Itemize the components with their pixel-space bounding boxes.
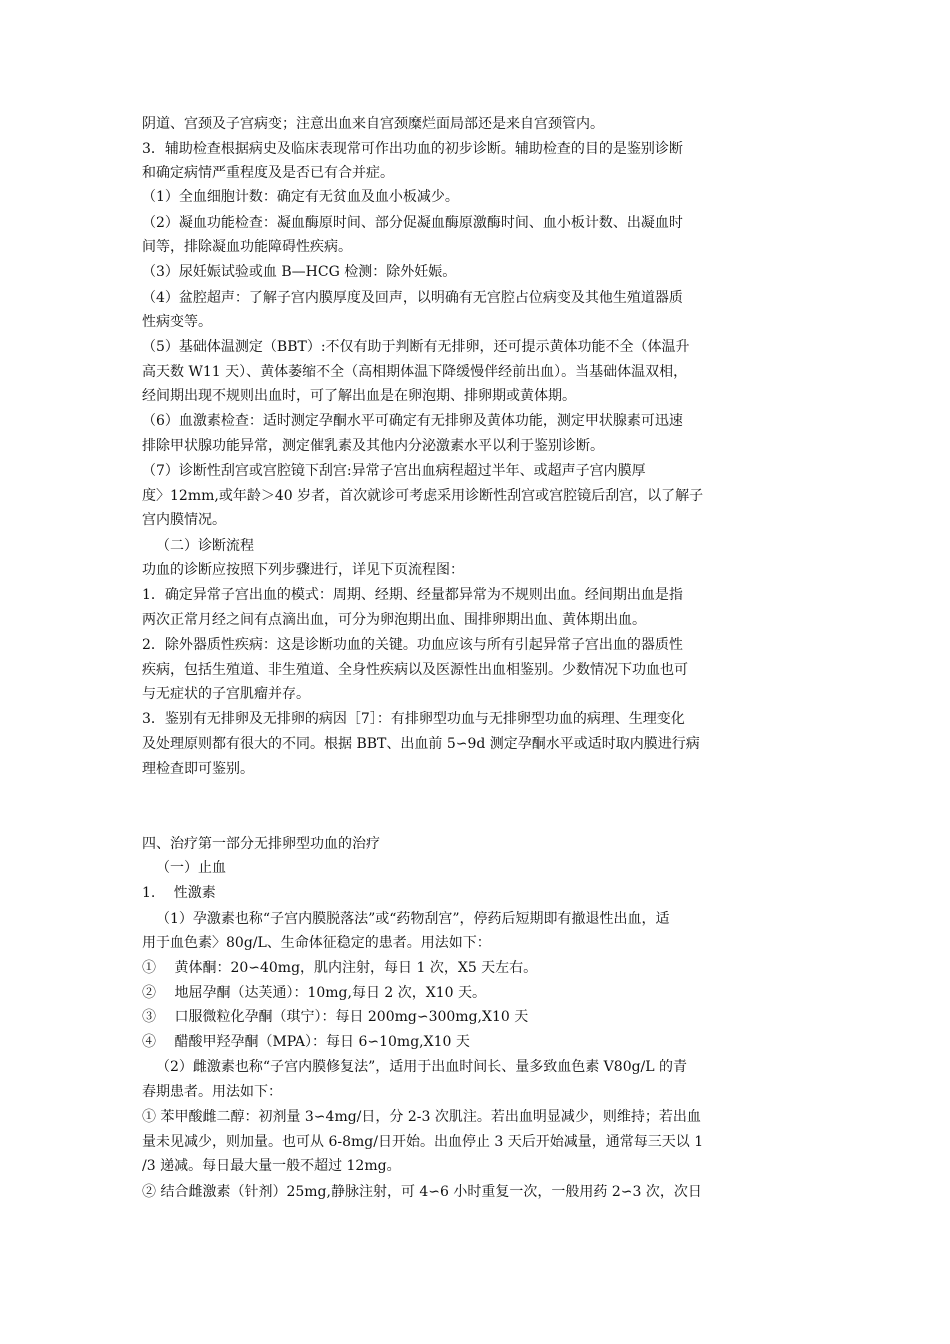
text-line: （4）盆腔超声：了解子宫内膜厚度及回声，以明确有无宫腔占位病变及其他生殖道器质 xyxy=(142,290,683,306)
text-line: 经间期出现不规则出血时，可了解出血是在卵泡期、排卵期或黄体期。 xyxy=(142,388,576,404)
text-line: 两次正常月经之间有点滴出血，可分为卵泡期出血、围排卵期出血、黄体期出血。 xyxy=(142,612,646,628)
text-line: /3 递减。每日最大量一般不超过 12mg。 xyxy=(142,1158,401,1174)
text-line: （3）尿妊娠试验或血 B—HCG 检测：除外妊娠。 xyxy=(142,264,457,280)
text-line: 量未见减少，则加量。也可从 6-8mg/日开始。出血停止 3 天后开始减量，通常每三天以 1 xyxy=(142,1134,704,1150)
text-line: 用于血色素〉80g/L、生命体征稳定的患者。用法如下： xyxy=(142,935,491,951)
text-line: 1. 性激素 xyxy=(142,885,216,901)
text-line: 宫内膜情况。 xyxy=(142,512,226,528)
text-line: 疾病，包括生殖道、非生殖道、全身性疾病以及医源性出血相鉴别。少数情况下功血也可 xyxy=(142,662,688,678)
text-line: 和确定病情严重程度及是否已有合并症。 xyxy=(142,165,394,181)
text-line: 春期患者。用法如下： xyxy=(142,1084,282,1100)
text-line: 度〉12mm,或年龄＞40 岁者，首次就诊可考虑采用诊断性刮宫或宫腔镜后刮宫，以了解子 xyxy=(142,488,704,504)
text-line: 1．确定异常子宫出血的模式：周期、经期、经量都异常为不规则出血。经间期出血是指 xyxy=(142,587,683,603)
text-line: 间等，排除凝血功能障碍性疾病。 xyxy=(142,239,352,255)
text-line: 及处理原则都有很大的不同。根据 BBT、出血前 5∽9d 测定孕酮水平或适时取内膜进行病 xyxy=(142,736,700,752)
text-line: 2．除外器质性疾病：这是诊断功血的关键。功血应该与所有引起异常子宫出血的器质性 xyxy=(142,637,683,653)
text-line: 阴道、宫颈及子宫病变；注意出血来自宫颈糜烂面局部还是来自宫颈管内。 xyxy=(142,116,604,132)
text-line: 性病变等。 xyxy=(142,314,212,330)
text-line: 功血的诊断应按照下列步骤进行，详见下页流程图： xyxy=(142,562,464,578)
text-line: 理检查即可鉴别。 xyxy=(142,761,254,777)
text-line: 3．鉴别有无排卵及无排卵的病因［7］：有排卵型功血与无排卵型功血的病理、生理变化 xyxy=(142,711,685,727)
text-line: （7）诊断性刮宫或宫腔镜下刮宫:异常子宫出血病程超过半年、或超声子宫内膜厚 xyxy=(142,463,646,479)
list-item: ① 苯甲酸雌二醇：初剂量 3∽4mg/日，分 2-3 次肌注。若出血明显减少，则维持；若出血 xyxy=(142,1109,701,1125)
text-line: （1）全血细胞计数：确定有无贫血及血小板减少。 xyxy=(142,189,459,205)
text-line: （1）孕激素也称“子宫内膜脱落法”或“药物刮宫”，停药后短期即有撤退性出血，适 xyxy=(156,911,670,927)
list-item: ② 地屈孕酮（达芙通）：10mg,每日 2 次，X10 天。 xyxy=(142,985,486,1001)
list-item: ② 结合雌激素（针剂）25mg,静脉注射，可 4∽6 小时重复一次，一般用药 2∽3 次，次日 xyxy=(142,1184,702,1200)
text-line: （2）雌激素也称“子宫内膜修复法”，适用于出血时间长、量多致血色素 V80g/L 的青 xyxy=(156,1059,688,1075)
text-line: 排除甲状腺功能异常，测定催乳素及其他内分泌激素水平以利于鉴别诊断。 xyxy=(142,438,604,454)
list-item: ④ 醋酸甲羟孕酮（MPA）：每日 6∽10mg,X10 天 xyxy=(142,1034,470,1050)
text-line: （5）基础体温测定（BBT）:不仅有助于判断有无排卵，还可提示黄体功能不全（体温升 xyxy=(142,339,690,355)
text-line: 与无症状的子宫肌瘤并存。 xyxy=(142,686,310,702)
text-line: （2）凝血功能检查：凝血酶原时间、部分促凝血酶原激酶时间、血小板计数、出凝血时 xyxy=(142,215,683,231)
list-item: ① 黄体酮：20∽40mg，肌内注射，每日 1 次，X5 天左右。 xyxy=(142,960,538,976)
text-line: 3．辅助检查根据病史及临床表现常可作出功血的初步诊断。辅助检查的目的是鉴别诊断 xyxy=(142,141,683,157)
text-line: （6）血激素检查：适时测定孕酮水平可确定有无排卵及黄体功能，测定甲状腺素可迅速 xyxy=(142,413,683,429)
text-line: 高天数 W11 天）、黄体萎缩不全（高相期体温下降缓慢伴经前出血）。当基础体温双相， xyxy=(142,364,688,380)
section-heading: （二）诊断流程 xyxy=(156,538,254,554)
section-heading: （一）止血 xyxy=(156,860,226,876)
list-item: ③ 口服微粒化孕酮（琪宁）：每日 200mg∽300mg,X10 天 xyxy=(142,1009,529,1025)
section-heading: 四、治疗第一部分无排卵型功血的治疗 xyxy=(142,836,380,852)
